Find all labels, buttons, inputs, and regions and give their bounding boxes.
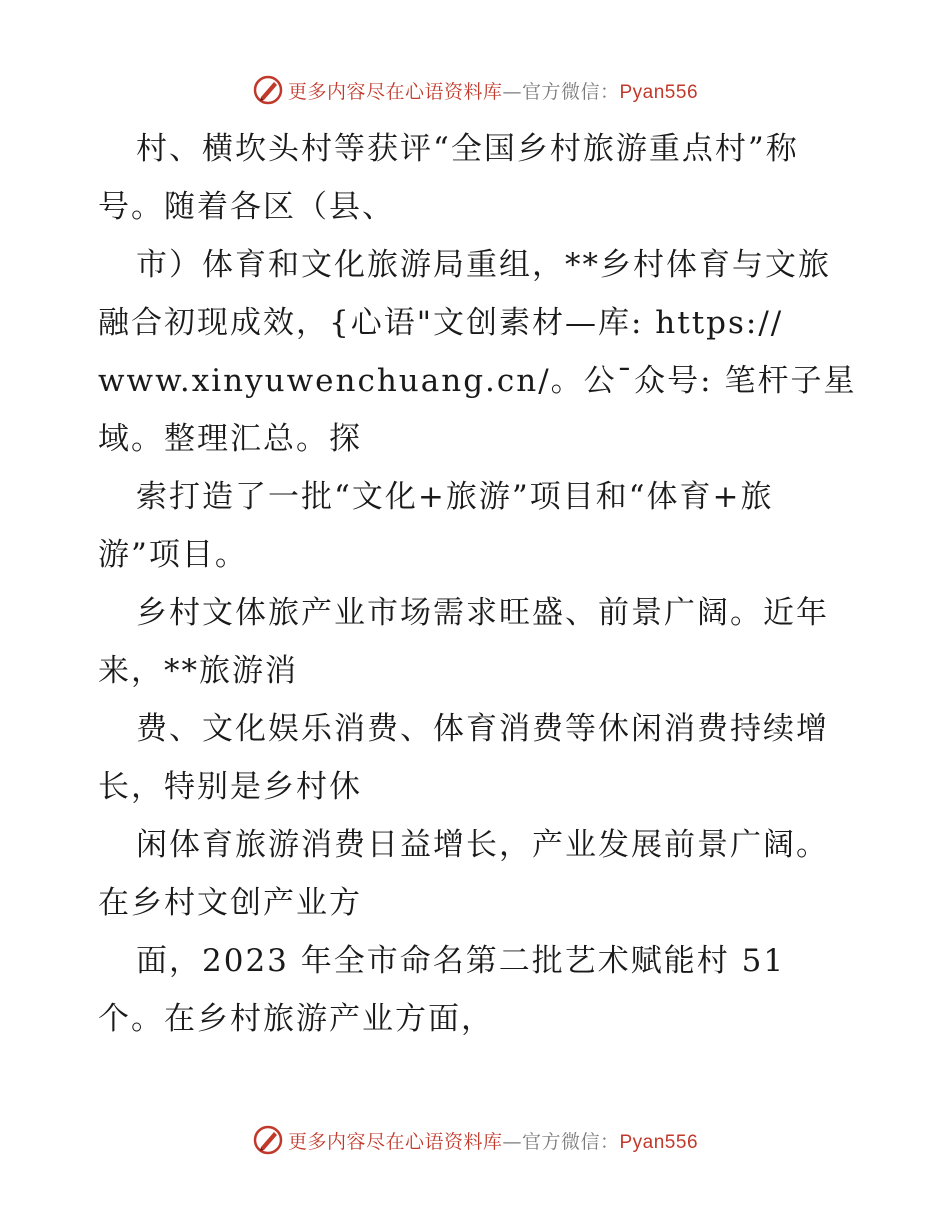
text-line: 来，**旅游消 [98, 653, 298, 689]
text-line: 闲体育旅游消费日益增长，产业发展前景广阔。 [136, 827, 829, 863]
pen-logo-icon [252, 74, 284, 106]
pen-logo-icon [252, 1124, 284, 1156]
watermark-wechat-label: 官方微信： [521, 80, 620, 103]
watermark-separator: — [502, 80, 522, 103]
text-line: 融合初现成效，{心语"文创素材—库: https:// [98, 305, 784, 341]
watermark-separator: — [502, 1130, 522, 1153]
watermark-brand: 更多内容尽在心语资料库 [287, 80, 503, 103]
document-body [98, 120, 858, 1048]
text-line: 市）体育和文化旅游局重组，**乡村体育与文旅 [136, 247, 831, 283]
watermark-brand: 更多内容尽在心语资料库 [287, 1130, 503, 1153]
text-line: 费、文化娱乐消费、体育消费等休闲消费持续增 [136, 711, 829, 747]
text-line: 号。随着各区（县、 [98, 189, 395, 225]
text-line: 域。整理汇总。探 [98, 421, 362, 457]
text-line: 在乡村文创产业方 [98, 885, 362, 921]
watermark-text [288, 1127, 698, 1154]
header-watermark [0, 72, 950, 108]
text-line: 索打造了一批“文化+旅游”项目和“体育+旅 [136, 479, 774, 515]
text-line: 长，特别是乡村休 [98, 769, 362, 805]
watermark-wechat-id: Pyan556 [619, 1131, 699, 1153]
text-line: www.xinyuwenchuang.cn/。公¯众号: 笔杆子星 [98, 363, 857, 399]
text-line: 村、横坎头村等获评“全国乡村旅游重点村”称 [136, 131, 799, 167]
text-line: 个。在乡村旅游产业方面， [98, 1001, 494, 1037]
watermark-wechat-id: Pyan556 [619, 81, 699, 103]
footer-watermark [0, 1122, 950, 1158]
text-line: 面，2023 年全市命名第二批艺术赋能村 51 [136, 943, 786, 979]
text-line: 乡村文体旅产业市场需求旺盛、前景广阔。近年 [136, 595, 829, 631]
watermark-text [288, 77, 698, 104]
text-line: 游”项目。 [98, 537, 248, 573]
watermark-wechat-label: 官方微信： [521, 1130, 620, 1153]
